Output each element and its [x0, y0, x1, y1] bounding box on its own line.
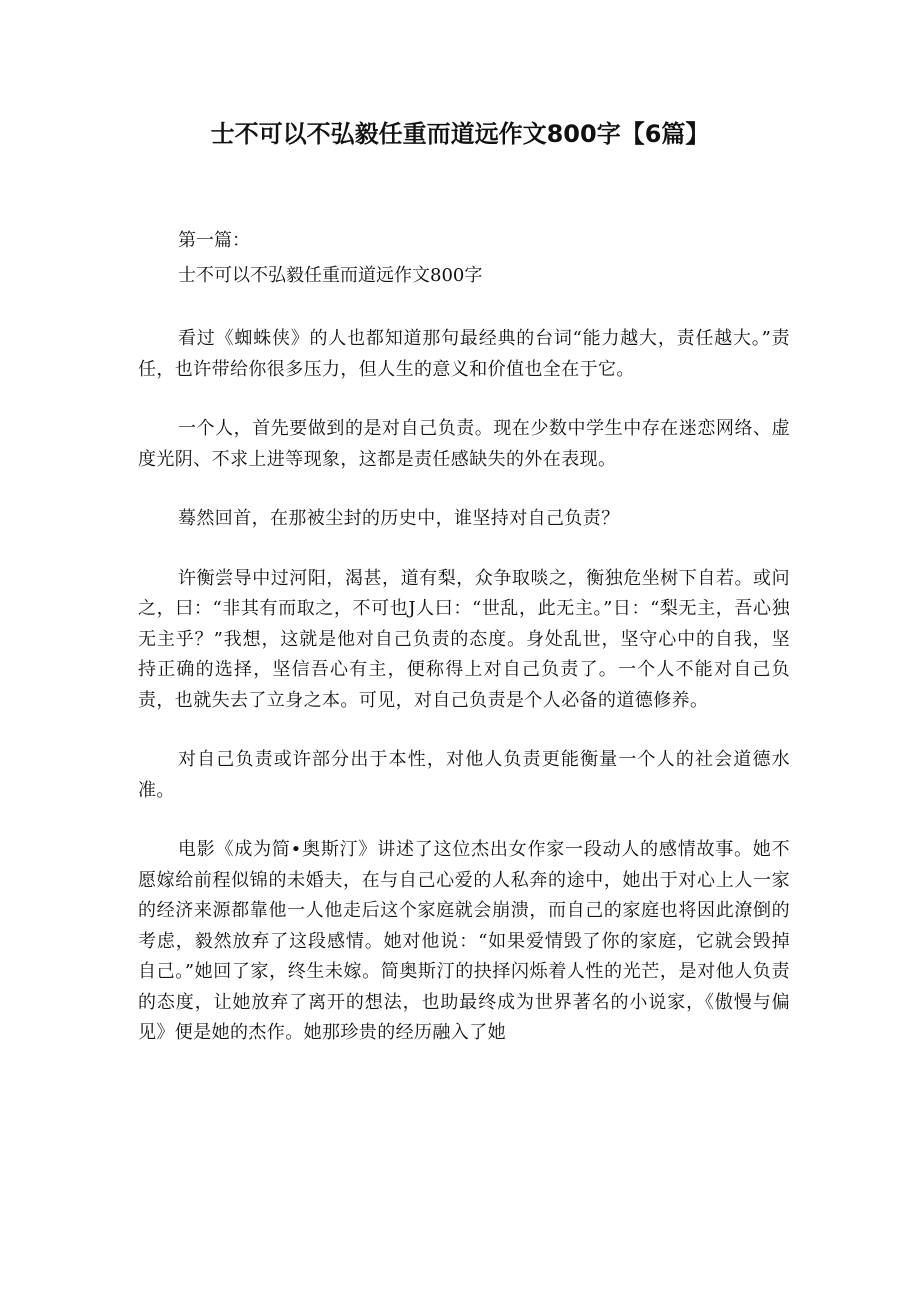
section-label: 第一篇： [178, 230, 250, 251]
paragraph: 蓦然回首，在那被尘封的历史中，谁坚持对自己负责？ [178, 508, 620, 529]
document-title: 士不可以不弘毅任重而道远作文800字【6篇】 [210, 120, 710, 148]
paragraph: 对自己负责或许部分出于本性，对他人负责更能衡量一个人的社会道德水准。 [138, 749, 790, 801]
paragraph: 看过《蜘蛛侠》的人也都知道那句最经典的台词“能力越大，责任越大。”责任，也许带给你很多压力，但人生的意义和价值也全在于它。 [138, 328, 790, 380]
paragraph: 电影《成为简•奥斯汀》讲述了这位杰出女作家一段动人的感情故事。她不愿嫁给前程似锦的未婚夫，在与自己心爱的人私奔的途中，她出于对心上人一家的经济来源都靠他一人他走后这个家庭就会崩溃，而自己的家庭也将因此潦倒的考虑，毅然放弃了这段感情。她对他说：“如果爱情毁了你的家庭，它就会毁掉自己。”她回了家，终生未嫁。简奥斯汀的抉择闪烁着人性的光芒，是对他人负责的态度，让她放弃了离开的想法，也助最终成为世界著名的小说家，《傲慢与偏见》便是她的杰作。她那珍贵的经历融入了她 [138, 839, 790, 1043]
paragraph: 许衡尝导中过河阳，渴甚，道有梨，众争取啖之，衡独危坐树下自若。或问之，曰：“非其有而取之，不可也J人曰：“世乱，此无主。”日：“梨无主，吾心独无主乎？”我想，这就是他对自己负责的态度。身处乱世，坚守心中的自我，坚持正确的选择，坚信吾心有主，便称得上对自己负责了。一个人不能对自己负责，也就失去了立身之本。可见，对自己负责是个人必备的道德修养。 [138, 567, 790, 711]
article-body [138, 324, 790, 1078]
section-subtitle: 士不可以不弘毅任重而道远作文800字 [178, 265, 483, 286]
paragraph: 一个人，首先要做到的是对自己负责。现在少数中学生中存在迷恋网络、虚度光阴、不求上进等现象，这都是责任感缺失的外在表现。 [138, 418, 790, 470]
